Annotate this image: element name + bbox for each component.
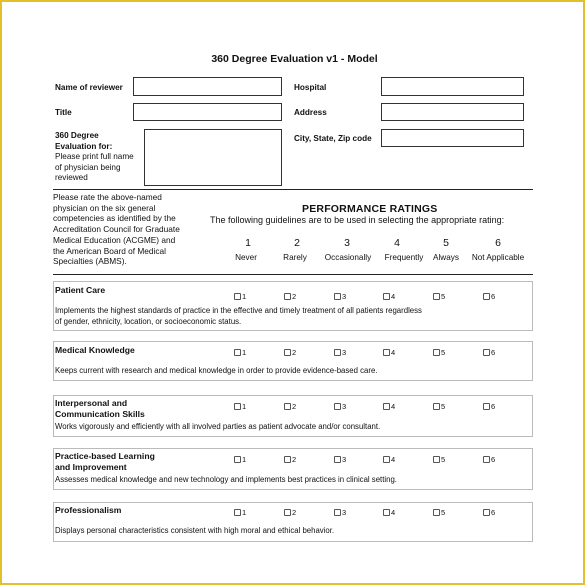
checkbox-square [483,509,490,516]
checkbox-square [483,349,490,356]
competency-medical-knowledge [53,341,533,381]
checkbox-square [383,456,390,463]
checkbox-square [334,349,341,356]
checkbox-square [234,509,241,516]
rating-checkbox[interactable] [334,292,346,301]
rating-checkbox[interactable] [284,508,296,517]
checkbox-square [334,403,341,410]
checkbox-square [284,349,291,356]
checkbox-number: 6 [491,455,496,464]
form-title: 360 Degree Evaluation v1 - Model [211,53,378,65]
checkbox-number: 2 [292,402,297,411]
checkbox-number: 3 [342,292,347,301]
checkbox-number: 6 [491,348,496,357]
evaluation-for-label: 360 Degree Evaluation for: Please print full name of physician being reviewed [55,131,134,182]
rating-checkbox[interactable] [234,348,246,357]
checkbox-square [334,456,341,463]
divider [53,189,533,190]
checkbox-square [483,456,490,463]
checkbox-square [284,509,291,516]
checkbox-number: 1 [242,348,247,357]
checkbox-number: 4 [391,292,396,301]
scale-number: 3 [344,237,350,249]
competency-patient-care [53,281,533,331]
checkbox-square [234,293,241,300]
title-label: Title [55,108,72,117]
rating-checkbox[interactable] [483,402,495,411]
instructions: Please rate the above-named physician on the six general competencies as identified by the Accreditation Council for Graduate Medical Education (ACGME) and the American Board of Medical Specialties (ABMS). [53,192,180,267]
checkbox-square [483,403,490,410]
checkbox-square [334,293,341,300]
competency-description: Displays personal characteristics consistent with high moral and ethical behavior. [55,526,335,535]
rating-checkbox[interactable] [234,455,246,464]
checkbox-number: 5 [441,292,446,301]
checkbox-number: 2 [292,455,297,464]
scale-label: Never [235,253,257,262]
checkbox-number: 5 [441,508,446,517]
checkbox-square [234,349,241,356]
rating-checkbox[interactable] [334,508,346,517]
performance-ratings-heading: PERFORMANCE RATINGS [302,203,438,215]
rating-checkbox[interactable] [483,348,495,357]
checkbox-number: 2 [292,348,297,357]
hospital-field[interactable] [381,77,524,96]
rating-checkbox[interactable] [284,292,296,301]
checkbox-square [433,403,440,410]
checkbox-square [284,456,291,463]
checkbox-square [284,293,291,300]
checkbox-number: 1 [242,292,247,301]
rating-checkbox[interactable] [433,455,445,464]
scale-number: 4 [394,237,400,249]
rating-checkbox[interactable] [433,292,445,301]
rating-checkbox[interactable] [284,348,296,357]
physician-name-field[interactable] [144,129,282,186]
rating-checkbox[interactable] [284,402,296,411]
competency-title: Patient Care [55,285,106,295]
rating-checkbox[interactable] [483,292,495,301]
checkbox-square [433,509,440,516]
checkbox-square [433,349,440,356]
rating-checkbox[interactable] [383,508,395,517]
checkbox-number: 3 [342,402,347,411]
competency-title: Practice-based Learning and Improvement [55,451,155,472]
competency-title: Medical Knowledge [55,345,135,355]
checkbox-square [483,293,490,300]
checkbox-number: 6 [491,402,496,411]
city-state-zip-label: City, State, Zip code [294,134,372,143]
rating-checkbox[interactable] [433,348,445,357]
scale-label: Always [433,253,459,262]
rating-checkbox[interactable] [483,455,495,464]
competency-title: Interpersonal and Communication Skills [55,398,145,419]
checkbox-number: 6 [491,292,496,301]
rating-checkbox[interactable] [433,402,445,411]
checkbox-square [284,403,291,410]
scale-number: 6 [495,237,501,249]
scale-number: 2 [294,237,300,249]
checkbox-number: 5 [441,348,446,357]
checkbox-number: 1 [242,402,247,411]
divider [53,274,533,275]
rating-checkbox[interactable] [383,292,395,301]
performance-ratings-guidelines: The following guidelines are to be used in selecting the appropriate rating: [210,215,505,225]
checkbox-square [383,293,390,300]
address-field[interactable] [381,103,524,121]
rating-checkbox[interactable] [284,455,296,464]
scale-label: Occasionally [324,253,372,262]
checkbox-square [433,456,440,463]
checkbox-square [383,403,390,410]
checkbox-number: 3 [342,508,347,517]
rating-checkbox[interactable] [334,402,346,411]
hospital-label: Hospital [294,83,327,92]
scale-label: Frequently [384,253,424,262]
checkbox-square [383,349,390,356]
rating-checkbox[interactable] [334,455,346,464]
rating-checkbox[interactable] [234,292,246,301]
checkbox-number: 6 [491,508,496,517]
scale-number: 5 [443,237,449,249]
rating-checkbox[interactable] [334,348,346,357]
rating-checkbox[interactable] [383,348,395,357]
scale-number: 1 [245,237,251,249]
competency-description: Keeps current with research and medical knowledge in order to provide evidence-based care. [55,366,378,375]
rating-checkbox[interactable] [433,508,445,517]
rating-checkbox[interactable] [383,402,395,411]
competency-title: Professionalism [55,505,122,515]
competency-description: Implements the highest standards of practice in the effective and timely treatment of all patients regardless of gender, ethnicity, location, or socioeconomic status. [55,306,422,326]
name-of-reviewer-field[interactable] [133,77,282,96]
rating-checkbox[interactable] [234,508,246,517]
checkbox-square [383,509,390,516]
rating-checkbox[interactable] [234,402,246,411]
competency-description: Assesses medical knowledge and new technology and implements best practices in clinical setting. [55,475,397,484]
scale-label: Rarely [283,253,307,262]
name-of-reviewer-label: Name of reviewer [55,83,123,92]
rating-checkbox[interactable] [383,455,395,464]
title-field[interactable] [133,103,282,121]
checkbox-number: 3 [342,348,347,357]
checkbox-number: 1 [242,455,247,464]
checkbox-number: 4 [391,402,396,411]
scale-label: Not Applicable [471,253,525,262]
checkbox-square [433,293,440,300]
competency-description: Works vigorously and efficiently with all involved parties as patient advocate and/or consultant. [55,422,381,431]
city-state-zip-field[interactable] [381,129,524,147]
checkbox-number: 2 [292,292,297,301]
checkbox-square [234,456,241,463]
address-label: Address [294,108,327,117]
checkbox-number: 5 [441,455,446,464]
checkbox-square [334,509,341,516]
checkbox-number: 4 [391,508,396,517]
checkbox-number: 3 [342,455,347,464]
checkbox-number: 4 [391,455,396,464]
rating-checkbox[interactable] [483,508,495,517]
checkbox-number: 5 [441,402,446,411]
checkbox-number: 2 [292,508,297,517]
checkbox-square [234,403,241,410]
checkbox-number: 4 [391,348,396,357]
checkbox-number: 1 [242,508,247,517]
